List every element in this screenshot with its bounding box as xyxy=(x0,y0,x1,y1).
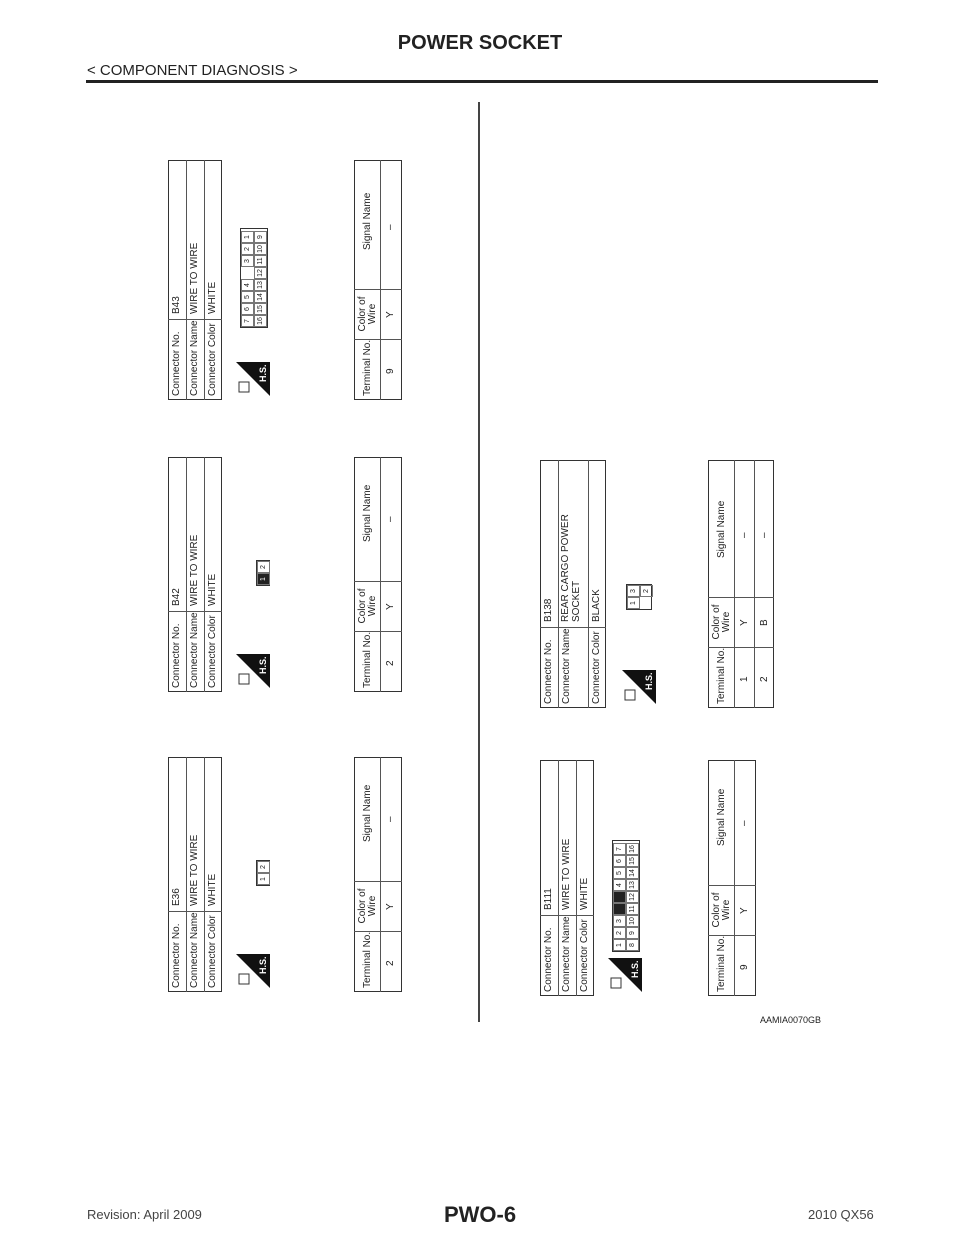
header-signal-name: Signal Name xyxy=(716,500,727,558)
pin-face-16: 7 6 5 4 3 2 1 16 15 14 13 12 11 10 9 xyxy=(240,228,268,328)
harness-side-icon xyxy=(236,954,270,988)
pin-face-3: 1 3 2 xyxy=(626,584,652,610)
terminal-no: 2 xyxy=(385,960,396,966)
label-connector-color: Connector Color xyxy=(591,631,602,704)
connector-no: B111 xyxy=(543,888,554,910)
harness-side-icon xyxy=(236,362,270,396)
label-connector-color: Connector Color xyxy=(207,323,218,396)
header-terminal-no: Terminal No. xyxy=(362,931,373,988)
pin-face-16: 1 2 3 4 5 6 7 8 9 10 11 12 13 14 15 16 xyxy=(612,840,640,952)
header-terminal-no: Terminal No. xyxy=(362,631,373,688)
harness-side-icon xyxy=(608,958,642,992)
label-connector-name: Connector Name xyxy=(189,320,200,396)
breadcrumb: < COMPONENT DIAGNOSIS > xyxy=(87,62,298,79)
harness-side-icon xyxy=(622,670,656,704)
connector-b138 xyxy=(540,458,790,708)
connector-color: WHITE xyxy=(207,281,218,314)
connector-name: WIRE TO WIRE xyxy=(561,838,572,910)
connector-name: WIRE TO WIRE xyxy=(189,834,200,906)
svg-text:H.S.: H.S. xyxy=(258,656,268,674)
header-signal-name: Signal Name xyxy=(362,192,373,250)
header-terminal-no: Terminal No. xyxy=(716,647,727,704)
svg-text:H.S.: H.S. xyxy=(644,672,654,690)
svg-text:H.S.: H.S. xyxy=(630,960,640,978)
terminal-no: 9 xyxy=(739,964,750,970)
header-wire-color: Color of Wire xyxy=(357,588,378,624)
header-terminal-no: Terminal No. xyxy=(362,339,373,396)
header-wire-color: Color of Wire xyxy=(711,604,732,640)
column-divider xyxy=(478,102,480,1022)
connector-no: E36 xyxy=(171,888,182,906)
header-signal-name: Signal Name xyxy=(362,484,373,542)
label-connector-no: Connector No. xyxy=(171,623,182,688)
wire-color: Y xyxy=(739,619,750,626)
terminal-no: 2 xyxy=(759,676,770,682)
terminal-no: 1 xyxy=(739,676,750,682)
connector-no: B138 xyxy=(543,598,554,622)
header-signal-name: Signal Name xyxy=(716,788,727,846)
label-connector-no: Connector No. xyxy=(171,331,182,396)
header-wire-color: Color of Wire xyxy=(357,888,378,924)
pin-face: 1 2 xyxy=(256,860,270,886)
terminal-no: 2 xyxy=(385,660,396,666)
label-connector-name: Connector Name xyxy=(189,912,200,988)
connector-e36 xyxy=(168,752,408,992)
signal-name: – xyxy=(759,532,770,538)
page-number: PWO-6 xyxy=(443,1202,517,1227)
header-terminal-no: Terminal No. xyxy=(716,935,727,992)
harness-side-icon xyxy=(236,654,270,688)
connector-color: BLACK xyxy=(591,589,602,622)
label-connector-no: Connector No. xyxy=(543,927,554,992)
wire-color: Y xyxy=(739,907,750,914)
header-wire-color: Color of Wire xyxy=(357,296,378,332)
label-connector-color: Connector Color xyxy=(579,919,590,992)
revision-date: Revision: April 2009 xyxy=(87,1207,202,1222)
wire-color: Y xyxy=(385,603,396,610)
signal-name: – xyxy=(739,820,750,826)
connector-name: WIRE TO WIRE xyxy=(189,534,200,606)
connector-b42 xyxy=(168,452,408,692)
label-connector-no: Connector No. xyxy=(171,923,182,988)
signal-name: – xyxy=(385,516,396,522)
svg-text:H.S.: H.S. xyxy=(258,956,268,974)
wire-color: B xyxy=(759,619,770,626)
connector-color: WHITE xyxy=(579,877,590,910)
label-connector-color: Connector Color xyxy=(207,615,218,688)
figure-id: AAMIA0070GB xyxy=(760,1015,822,1025)
svg-text:H.S.: H.S. xyxy=(258,364,268,382)
label-connector-color: Connector Color xyxy=(207,915,218,988)
connector-color: WHITE xyxy=(207,573,218,606)
signal-name: – xyxy=(385,816,396,822)
connector-no: B42 xyxy=(171,588,182,606)
pin-face: 1 2 xyxy=(256,560,270,586)
wire-color: Y xyxy=(385,311,396,318)
label-connector-name: Connector Name xyxy=(561,916,572,992)
header-wire-color: Color of Wire xyxy=(711,892,732,928)
wire-color: Y xyxy=(385,903,396,910)
signal-name: – xyxy=(739,532,750,538)
connector-color: WHITE xyxy=(207,873,218,906)
connector-no: B43 xyxy=(171,296,182,314)
label-connector-no: Connector No. xyxy=(543,639,554,704)
page-title: POWER SOCKET xyxy=(397,32,563,54)
terminal-no: 9 xyxy=(385,368,396,374)
header-rule xyxy=(86,80,878,83)
label-connector-name: Connector Name xyxy=(189,612,200,688)
header-signal-name: Signal Name xyxy=(362,784,373,842)
label-connector-name: Connector Name xyxy=(561,628,572,704)
connector-b43 xyxy=(168,155,413,400)
connector-name: REAR CARGO POWER SOCKET xyxy=(560,514,582,622)
signal-name: – xyxy=(385,224,396,230)
connector-b111 xyxy=(540,756,780,996)
model-year: 2010 QX56 xyxy=(808,1207,874,1222)
connector-name: WIRE TO WIRE xyxy=(189,242,200,314)
